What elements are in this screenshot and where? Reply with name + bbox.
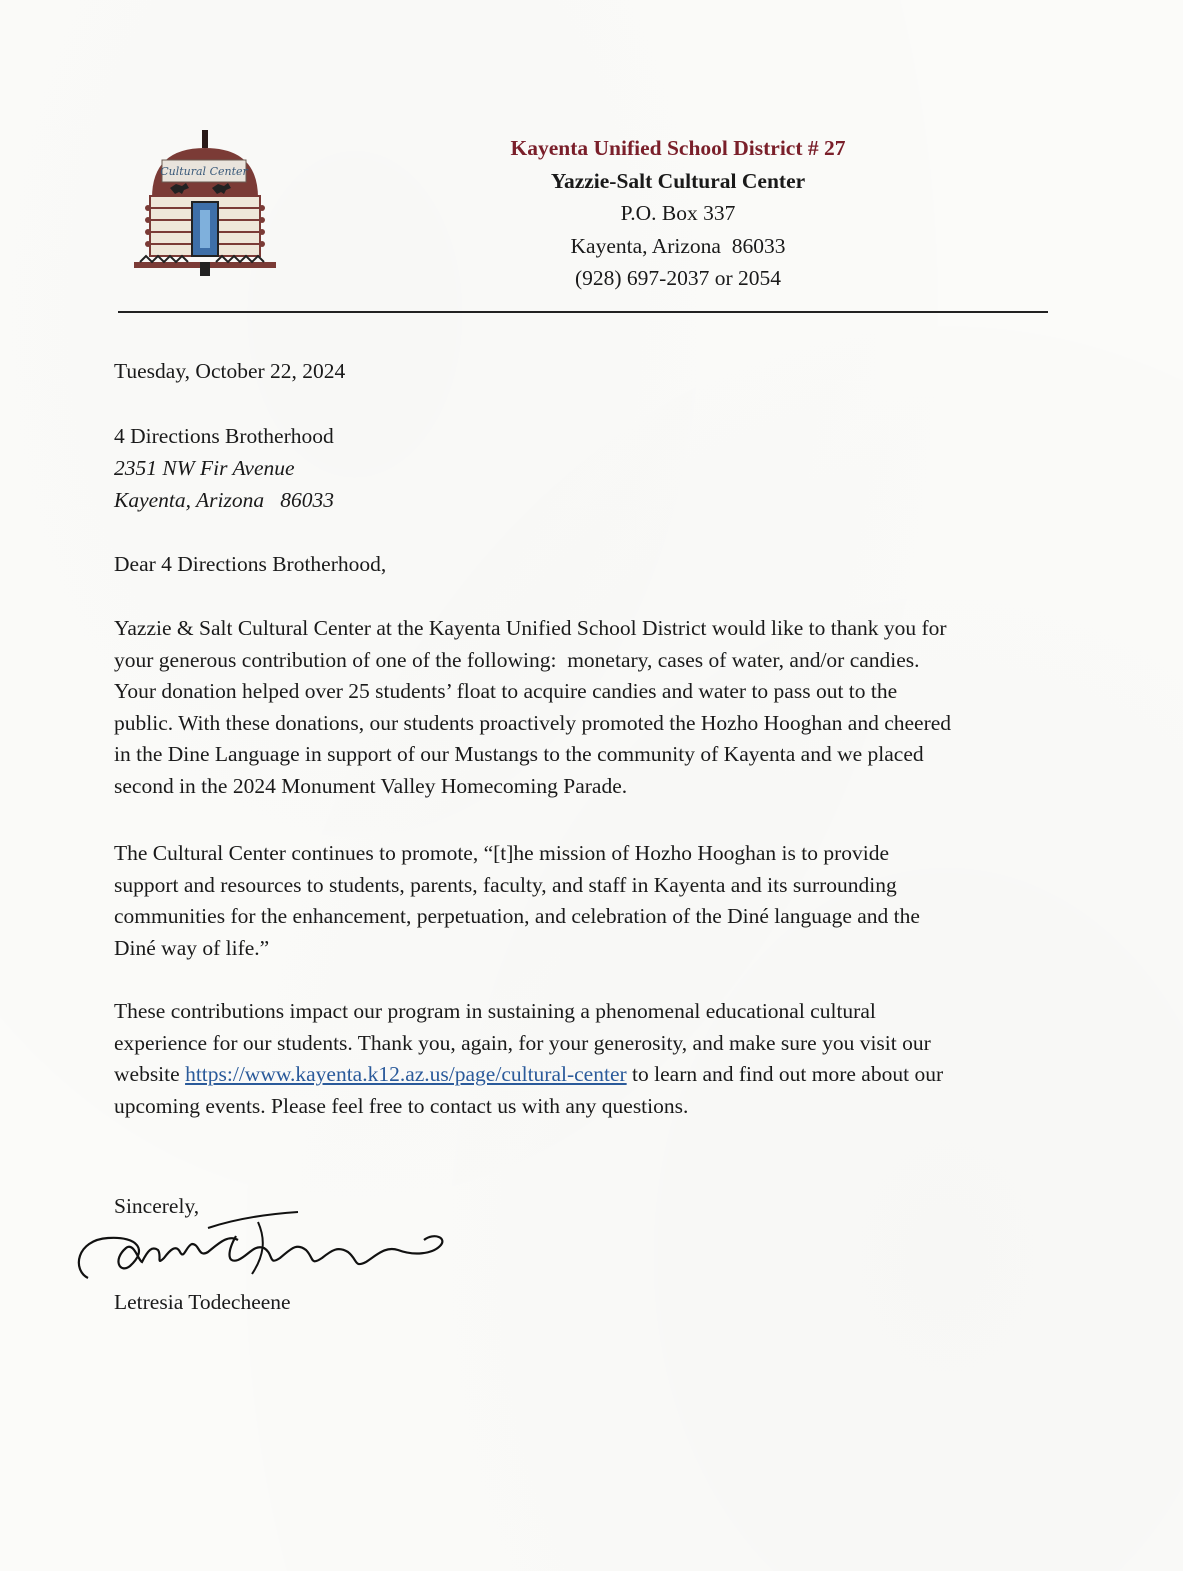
district-name: Kayenta Unified School District # 27 [510,136,846,160]
paragraph-line: Yazzie & Salt Cultural Center at the Kayenta Unified School District would like to thank you for [114,616,947,640]
paragraph-2 [114,838,1074,964]
recipient-street: 2351 NW Fir Avenue [114,456,295,480]
paragraph-line: Your donation helped over 25 students’ float to acquire candies and water to pass out to the [114,679,898,704]
center-name: Yazzie-Salt Cultural Center [550,168,806,193]
letter-date: Tuesday, October 22, 2024 [114,359,346,383]
logo-text: Cultural Center [160,165,248,178]
cultural-center-logo [130,128,280,278]
po-box: P.O. Box 337 [620,201,736,225]
signer-name: Letresia Todecheene [114,1290,291,1314]
paragraph-line: support and resources to students, parents, faculty, and staff in Kayenta and its surrounding [114,872,897,897]
closing: Sincerely, [114,1194,200,1218]
recipient-city: Kayenta, Arizona 86033 [114,488,334,512]
paragraph-line: upcoming events. Please feel free to contact us with any questions. [114,1093,689,1118]
paragraph-1 [114,613,1074,803]
website-link[interactable]: https://www.kayenta.k12.az.us/page/cultural-center [185,1062,627,1087]
phone: (928) 697-2037 or 2054 [574,266,781,290]
recipient-address [114,420,334,516]
salutation: Dear 4 Directions Brotherhood, [114,552,387,576]
paragraph-line: experience for our students. Thank you, again, for your generosity, and make sure you visit our [114,1030,931,1055]
paragraph-line: second in the 2024 Monument Valley Homecoming Parade. [114,773,628,798]
paragraph-line: Diné way of life.” [114,935,270,960]
letterhead-city: Kayenta, Arizona 86033 [570,233,786,258]
paragraph-line-with-link [114,1059,1074,1091]
link-prefix-text: website [114,1062,186,1087]
header-divider [118,311,1048,313]
paragraph-3 [114,996,1074,1122]
letterhead [440,132,916,295]
paragraph-line: The Cultural Center continues to promote, “[t]he mission of Hozho Hooghan is to provide [114,841,890,865]
paragraph-line: These contributions impact our program in sustaining a phenomenal educational cultural [114,999,876,1023]
paragraph-line: communities for the enhancement, perpetuation, and celebration of the Diné language and the [114,904,920,929]
paragraph-line: your generous contribution of one of the following: monetary, cases of water, and/or candies. [114,647,920,672]
link-suffix-text: to learn and find out more about our [626,1062,944,1087]
paragraph-line: in the Dine Language in support of our Mustangs to the community of Kayenta and we placed [114,742,924,767]
recipient-name: 4 Directions Brotherhood [114,424,334,448]
paragraph-line: public. With these donations, our students proactively promoted the Hozho Hooghan and cheered [114,710,952,735]
handwritten-signature [68,1200,448,1300]
